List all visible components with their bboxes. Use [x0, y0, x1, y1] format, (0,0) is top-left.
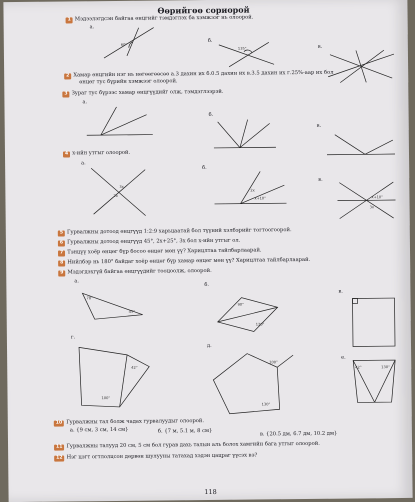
angle-label: 42°: [355, 365, 362, 370]
exercise-10-option-a: а. {9 см, 3 см, 14 см}: [69, 426, 129, 434]
figure-9b: [211, 291, 281, 336]
figure-1c: [326, 48, 396, 85]
figure-label: в.: [317, 43, 323, 50]
angle-label: 3x: [119, 184, 124, 189]
figure-label: а.: [82, 99, 88, 106]
figure-3c: [325, 130, 397, 159]
angle-label: 3x: [369, 205, 375, 210]
exercise-9: [58, 268, 212, 277]
exercise-number: 2: [64, 73, 71, 79]
exercise-number: 12: [54, 456, 64, 462]
page-title: Өөрийгөө сориорой: [157, 4, 250, 16]
angle-label: 120°: [255, 322, 265, 327]
exercise-text: Гурвалжны тал болж чадах гурвалуудыг олоорой.: [66, 418, 205, 426]
exercise-text: x-ийн утгыг олоорой.: [72, 149, 131, 157]
exercise-10: [54, 418, 204, 427]
exercise-2: [64, 70, 333, 80]
exercise-11: [54, 441, 320, 451]
figure-label: а.: [81, 160, 86, 167]
figure-label: б.: [207, 37, 213, 44]
figure-label: б.: [208, 111, 214, 118]
exercise-5: [58, 227, 292, 236]
exercise-number: 3: [62, 91, 69, 97]
figure-9a: [76, 285, 146, 326]
figure-1a: [99, 26, 159, 67]
exercise-number: 4: [63, 151, 70, 157]
exercise-2-continued: [79, 78, 177, 85]
figure-label: б.: [204, 281, 210, 289]
page-number: 118: [204, 487, 217, 497]
figure-4b: [210, 169, 290, 210]
angle-label: 100°: [101, 396, 111, 401]
exercise-number: 8: [58, 260, 65, 266]
exercise-number: 11: [54, 445, 64, 451]
exercise-number: 5: [58, 230, 65, 236]
angle-label: 130°: [381, 365, 390, 370]
exercise-8: [58, 257, 310, 267]
exercise-text: Мэдэгдэхгүй байгаа өнцгүүдийг тооцоолж, олоорой.: [67, 267, 212, 276]
exercise-text: Гурвалжны дотоод өнцгүүд 1:2:9 харьцаатай бол түүний хэлбэрийг тогтоогоорой.: [66, 227, 292, 236]
exercise-text: Нэг цэгт огтлолцсон дөрвөн шулууны татахад хэдэн цацраг үүсэх вэ?: [66, 452, 258, 461]
angle-label: 100°: [269, 360, 278, 365]
angle-label: x+10°: [254, 196, 266, 201]
angle-label: 60°: [120, 42, 128, 47]
figure-label: а.: [89, 24, 95, 31]
angle-label: 42°: [131, 365, 138, 370]
figure-label: е.: [341, 354, 346, 361]
figure-4c: [335, 178, 397, 223]
exercise-4: [63, 150, 130, 158]
figure-9c: [346, 294, 401, 405]
figure-label: в.: [316, 122, 322, 129]
figure-3b: [210, 117, 280, 152]
exercise-3: [62, 89, 223, 98]
exercise-10-option-b: б. {7 м, 5.1 м, 8 см}: [157, 427, 213, 435]
exercise-12: [54, 452, 257, 461]
exercise-text: Гурвалжны дотоод өнцгүүд 45°, 2x+25°, 3x бол x-ийн утгыг ол.: [67, 237, 241, 246]
figure-label: б.: [202, 165, 207, 172]
exercise-text: Тэнцүү хоёр өнцөг бүр босоо өнцөг мөн үү? Харицлтаа тайлбарлаарай.: [67, 247, 262, 256]
angle-label: 90°: [237, 302, 244, 307]
exercise-7: [58, 247, 262, 256]
angle-label: x+10°: [371, 195, 383, 200]
figure-3a: [84, 103, 154, 140]
exercise-text: Хамар өнцгийн нэг нь нөгөөгөөсөө а.3 дахин их б.0.5 дахин их в.3.5 дахин их г.25%-аар их бол: [73, 69, 334, 79]
exercise-number: 9: [58, 270, 65, 276]
angle-label: 2x: [113, 193, 118, 198]
exercise-number: 1: [66, 17, 73, 23]
exercise-number: 7: [58, 250, 65, 256]
figure-9e: [207, 349, 298, 420]
exercise-number: 10: [54, 421, 64, 427]
textbook-page: [3, 0, 412, 502]
exercise-text: Зураг тус бүрээс хамар өнцгүүдийг олж, тэмдэглээрэй.: [71, 88, 224, 97]
angle-label: 45°: [128, 309, 136, 314]
exercise-number: 6: [58, 240, 65, 246]
angle-label: 78°: [86, 296, 93, 301]
exercise-text: өнцөг тус бүрийн хэмжээг олоорой.: [79, 78, 178, 86]
exercise-6: [58, 238, 240, 247]
exercise-1: [66, 15, 254, 24]
angle-label: 2x: [250, 188, 255, 193]
figure-1b: [214, 39, 284, 70]
figure-label: в.: [338, 288, 343, 295]
exercise-text: Нийлбэр нь 180° байдаг хоёр өнцөг бүр хамар өнцөг мөн үү? Харицлтаа тайлбарлаарай.: [67, 256, 311, 266]
figure-9d: [73, 341, 154, 412]
angle-label: 135°: [237, 46, 247, 51]
figure-label: д.: [206, 342, 212, 350]
figure-label: г.: [70, 334, 76, 341]
figure-label: а.: [74, 278, 79, 285]
angle-label: 130°: [261, 402, 271, 407]
exercise-10-option-c: в. {20.5 дм, 6.7 дм, 10.2 дм}: [259, 430, 338, 438]
exercise-text: Мэдээлэгдсэн байгаа өнцгийг тэмдэглэх ба хэмжээг нь олоорой.: [74, 14, 254, 23]
figure-label: в.: [318, 176, 323, 183]
exercise-text: Гурвалжны талууд 20 см, 5 см бол гурав дахь талын аль болох хамгийн бага утгыг олоорой.: [66, 440, 320, 450]
figure-4a: [87, 164, 150, 220]
